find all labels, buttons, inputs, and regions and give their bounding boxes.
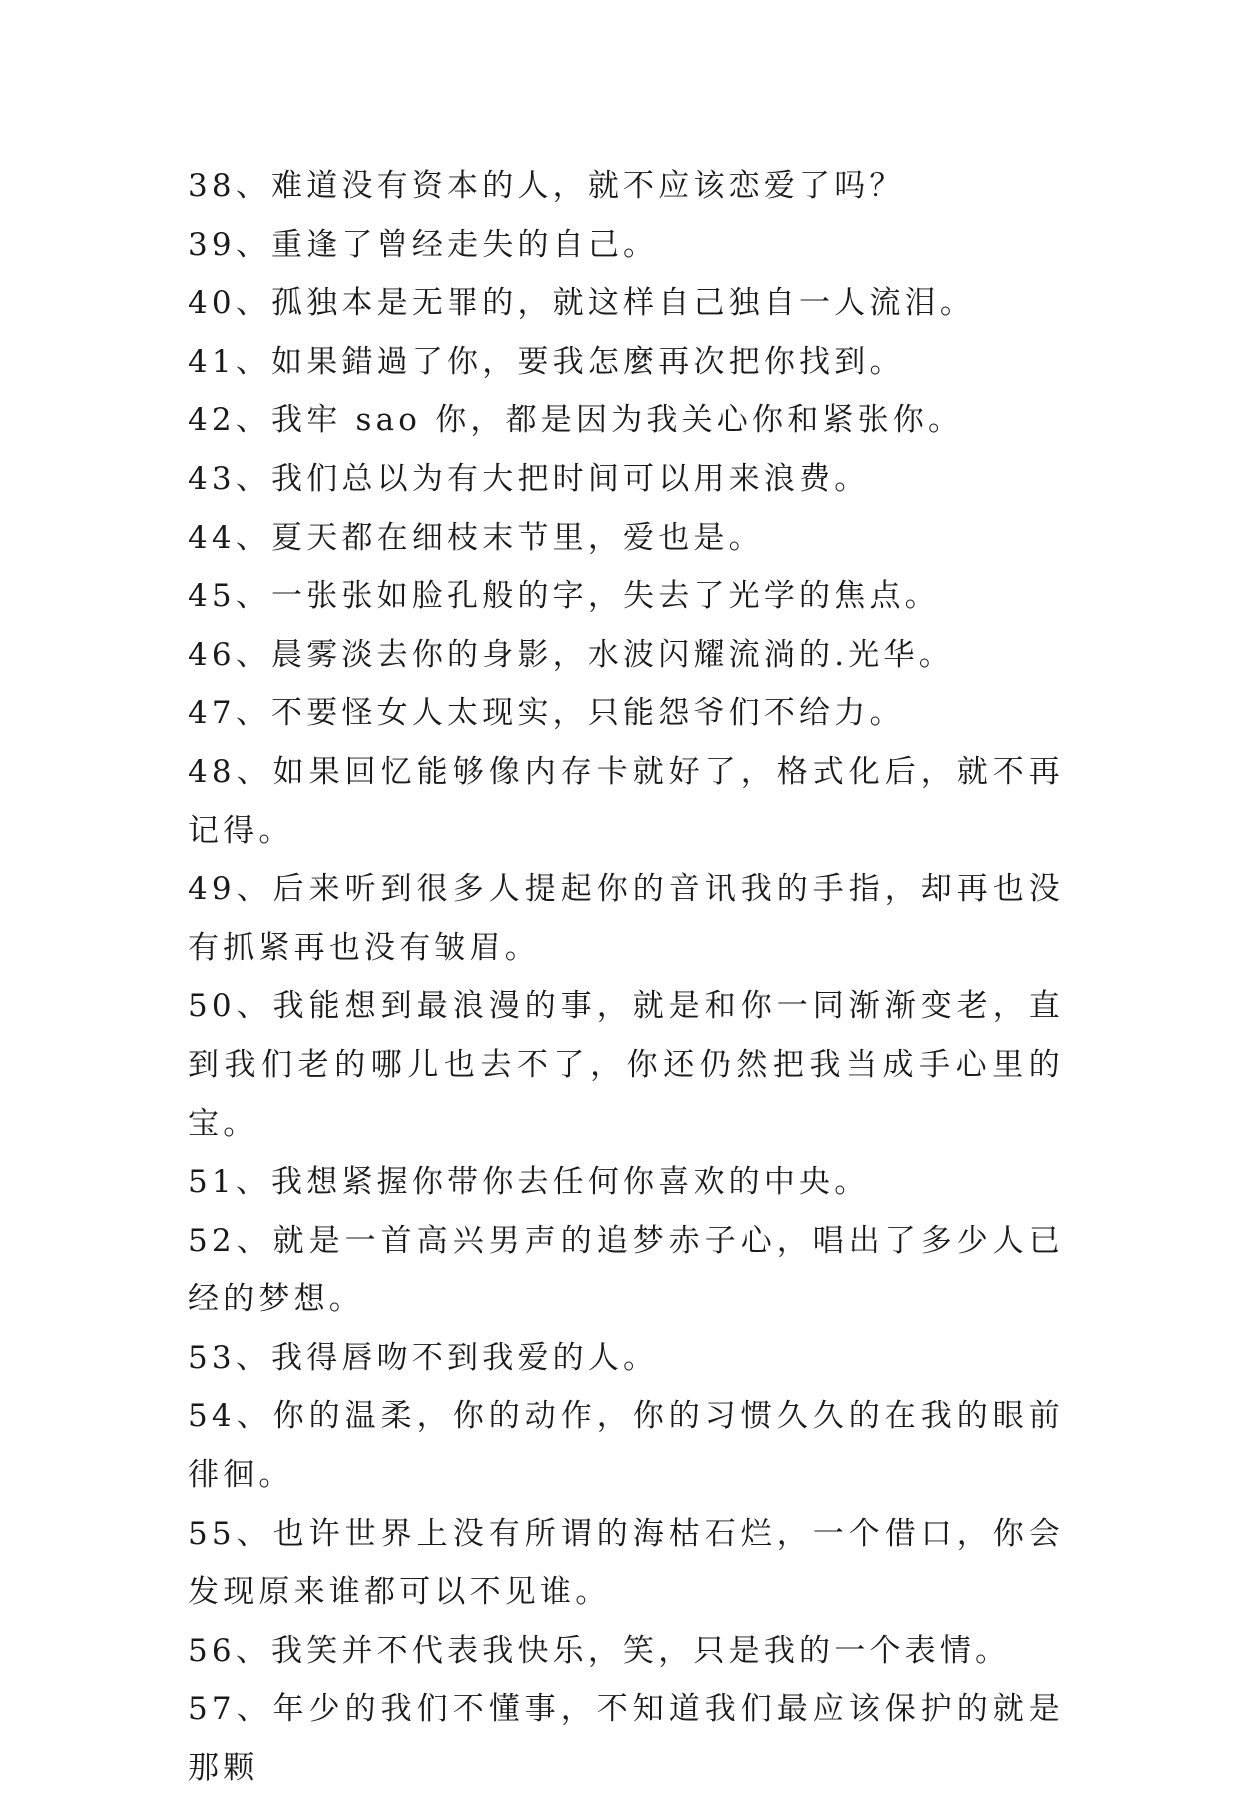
quote-54: 54、你的温柔，你的动作，你的习惯久久的在我的眼前徘徊。: [188, 1398, 1064, 1494]
quote-43: 43、我们总以为有大把时间可以用来浪费。: [188, 460, 870, 497]
quote-52: 52、就是一首高兴男声的追梦赤子心，唱出了多少人已经的梦想。: [188, 1222, 1064, 1318]
quote-40: 40、孤独本是无罪的，就这样自己独自一人流泪。: [188, 285, 976, 322]
quote-47: 47、不要怪女人太现实，只能怨爷们不给力。: [188, 695, 905, 732]
quote-55: 55、也许世界上没有所谓的海枯石烂，一个借口，你会发现原来谁都可以不见谁。: [188, 1515, 1064, 1611]
quote-48: 48、如果回忆能够像内存卡就好了，格式化后，就不再记得。: [188, 753, 1064, 849]
quote-45: 45、一张张如脸孔般的字，失去了光学的焦点。: [188, 578, 940, 615]
quote-50: 50、我能想到最浪漫的事，就是和你一同渐渐变老，直到我们老的哪儿也去不了，你还仍然把我当成手心里的宝。: [188, 988, 1064, 1142]
quote-41: 41、如果錯過了你，要我怎麼再次把你找到。: [188, 343, 905, 380]
quote-38: 38、难道没有资本的人，就不应该恋爱了吗？: [188, 168, 905, 204]
quote-49: 49、后来听到很多人提起你的音讯我的手指，却再也没有抓紧再也没有皱眉。: [188, 871, 1064, 966]
quote-57: 57、年少的我们不懂事，不知道我们最应该保护的就是那颗: [188, 1691, 1064, 1787]
quote-42: 42、我牢 sao 你，都是因为我关心你和紧张你。: [188, 402, 964, 439]
quote-46: 46、晨雾淡去你的身影，水波闪耀流淌的.光华。: [188, 636, 954, 673]
quote-list: [188, 157, 1064, 1798]
quote-56: 56、我笑并不代表我快乐，笑，只是我的一个表情。: [188, 1632, 1011, 1669]
quote-51: 51、我想紧握你带你去任何你喜欢的中央。: [188, 1164, 870, 1201]
quote-39: 39、重逢了曾经走失的自己。: [188, 226, 659, 263]
quote-44: 44、夏天都在细枝末节里，爱也是。: [188, 519, 764, 556]
quote-53: 53、我得唇吻不到我爱的人。: [188, 1339, 659, 1376]
